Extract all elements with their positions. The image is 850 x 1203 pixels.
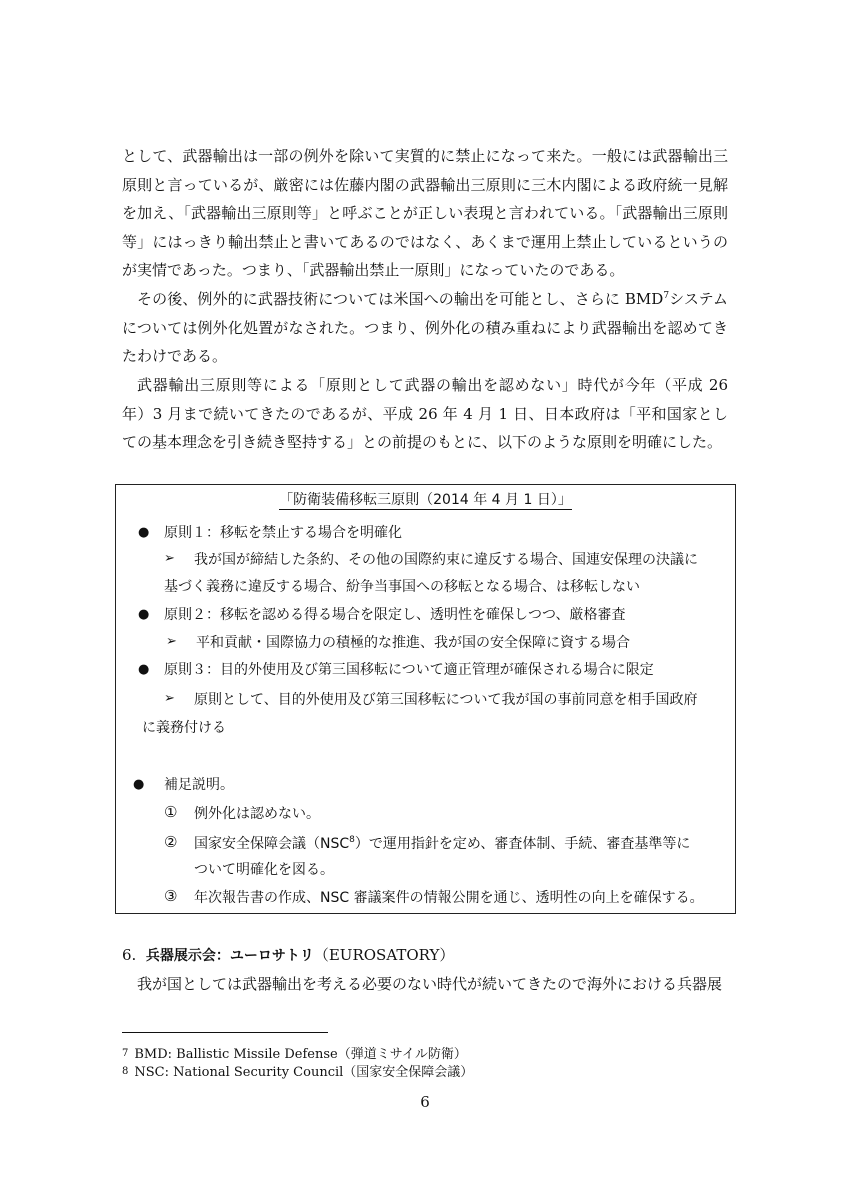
page-number: 6	[420, 1093, 430, 1111]
principle-2-detail: 平和貢献・国際協力の積極的な推進、我が国の安全保障に資する場合	[196, 635, 630, 651]
footnote-8: 8 NSC: National Security Council（国家安全保障会議）	[122, 1065, 474, 1080]
circled-number-1: ①	[164, 803, 178, 821]
bullet-icon: ●	[133, 777, 145, 792]
paragraph-3	[122, 371, 728, 457]
supplement-3: 年次報告書の作成、NSC 審議案件の情報公開を通じ、透明性の向上を確保する。	[194, 890, 704, 906]
section-6-heading: 6. 兵器展示会：ユーロサトリ（EUROSATORY）	[122, 946, 455, 964]
circled-number-3: ③	[164, 887, 178, 905]
footnote-ref-7[interactable]: 7	[663, 291, 670, 301]
section-6-text: 我が国としては武器輸出を考える必要のない時代が続いてきたので海外における兵器展	[137, 975, 723, 993]
paragraph-1-text: として、武器輸出は一部の例外を除いて実質的に禁止になって来た。一般には武器輸出三原則と言っているが、厳密には佐藤内閣の武器輸出三原則に三木内閣による政府統一見解を加え、「武器輸出三原則等」と呼ぶことが正しい表現と言われている。「武器輸出三原則等」にはっきり輸出禁止と書いてあるのではなく、あくまで運用上禁止しているというのが実情であった。つまり、「武器輸出禁止一原則」になっていたのである。	[122, 147, 728, 280]
supplement-2-cont: ついて明確化を図る。	[194, 862, 334, 878]
arrow-icon: ➢	[164, 551, 175, 566]
arrow-icon: ➢	[164, 691, 175, 706]
box-title: 「防衛装備移転三原則（2014 年 4 月 1 日）」	[279, 492, 572, 508]
paragraph-2-text-b: システムについては例外化処置がなされた。つまり、例外化の積み重ねにより武器輸出を認めてきたわけである。	[122, 290, 728, 366]
footnote-7: 7 BMD: Ballistic Missile Defense（弾道ミサイル防衛）	[122, 1047, 467, 1062]
footnote-divider	[122, 1032, 328, 1033]
principle-1-detail-b: 基づく義務に違反する場合、紛争当事国への移転となる場合、は移転しない	[164, 579, 640, 595]
principle-1: 原則１：移転を禁止する場合を明確化	[164, 525, 402, 541]
bullet-icon: ●	[138, 525, 150, 540]
supplement-heading: 補足説明。	[164, 777, 234, 793]
supplement-2: 国家安全保障会議（NSC$^8$）で運用指針を定め、審査体制、手続、審査基準等に	[194, 835, 691, 852]
paragraph-3-text: 武器輸出三原則等による「原則として武器の輸出を認めない」時代が今年（平成 26 年）3 月まで続いてきたのであるが、平成 26 年 4 月 1 日、日本政府は「平和国家としての基本理念を引き続き堅持する」との前提のもとに、以下のような原則を明確にした。	[122, 376, 728, 452]
principle-3: 原則３：目的外使用及び第三国移転について適正管理が確保される場合に限定	[164, 662, 654, 678]
principle-1-detail-a: 我が国が締結した条約、その他の国際約束に違反する場合、国連安保理の決議に	[194, 552, 698, 568]
supplement-1: 例外化は認めない。	[194, 806, 320, 822]
paragraph-1	[122, 142, 728, 285]
circled-number-2: ②	[164, 833, 178, 851]
arrow-icon: ➢	[166, 634, 177, 649]
principles-box	[115, 484, 736, 914]
principle-2: 原則２：移転を認める得る場合を限定し、透明性を確保しつつ、厳格審査	[164, 607, 626, 623]
principle-3-detail-b: に義務付ける	[142, 720, 226, 736]
paragraph-2	[122, 285, 728, 371]
principle-3-detail-a: 原則として、目的外使用及び第三国移転について我が国の事前同意を相手国政府	[194, 692, 698, 708]
paragraph-2-text-a: その後、例外的に武器技術については米国への輸出を可能とし、さらに BMD	[137, 290, 664, 308]
bullet-icon: ●	[138, 607, 150, 622]
footnote-ref-8[interactable]: 8	[349, 835, 355, 845]
bullet-icon: ●	[138, 662, 150, 677]
